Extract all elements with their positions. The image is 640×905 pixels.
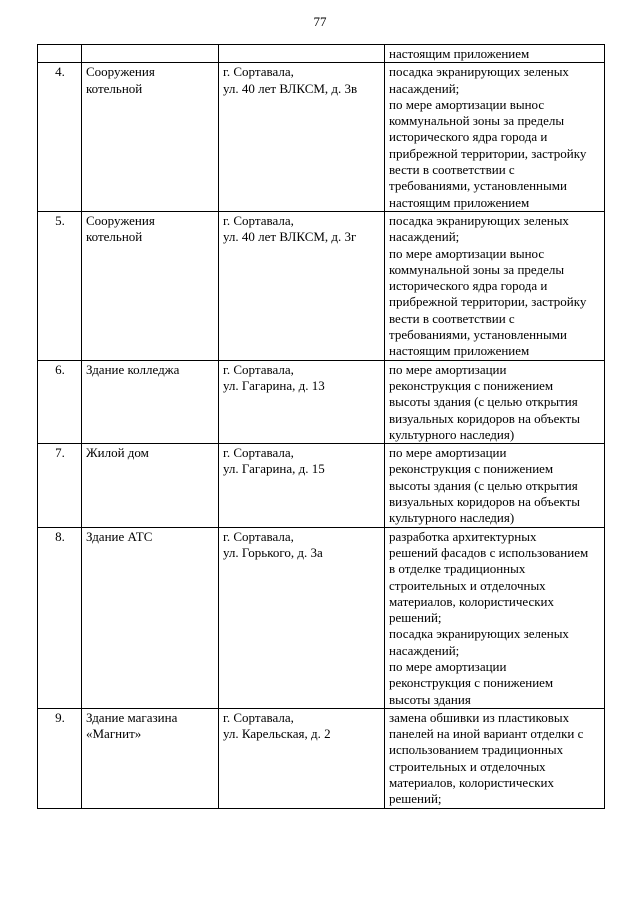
object-name: Здание колледжа — [82, 360, 219, 443]
object-address: г. Сортавала, ул. 40 лет ВЛКСМ, д. 3г — [219, 211, 385, 360]
table-row — [38, 211, 605, 360]
object-name: Здание АТС — [82, 527, 219, 708]
table-row — [38, 527, 605, 708]
row-number: 4. — [38, 63, 82, 212]
object-address: г. Сортавала, ул. 40 лет ВЛКСМ, д. 3в — [219, 63, 385, 212]
objects-table — [37, 44, 605, 809]
table-row — [38, 360, 605, 443]
object-action: по мере амортизации реконструкция с понижением высоты здания (с целью открытия визуальных коридоров на объекты культурного наследия) — [385, 360, 605, 443]
row-number: 6. — [38, 360, 82, 443]
object-name: Жилой дом — [82, 444, 219, 527]
table-row — [38, 444, 605, 527]
object-action: по мере амортизации реконструкция с понижением высоты здания (с целью открытия визуальных коридоров на объекты культурного наследия) — [385, 444, 605, 527]
object-name: Сооружения котельной — [82, 211, 219, 360]
object-action: настоящим приложением — [385, 45, 605, 63]
object-address: г. Сортавала, ул. Горького, д. 3а — [219, 527, 385, 708]
object-name: Здание магазина «Магнит» — [82, 708, 219, 808]
object-address — [219, 45, 385, 63]
object-action: посадка экранирующих зеленых насаждений; по мере амортизации вынос коммунальной зоны за пределы исторического ядра города и прибрежной территории, застройку вести в соответствии с требованиями, установленными настоящим приложением — [385, 211, 605, 360]
row-number: 5. — [38, 211, 82, 360]
object-name: Сооружения котельной — [82, 63, 219, 212]
table-row — [38, 45, 605, 63]
page-number: 77 — [313, 14, 327, 29]
object-address: г. Сортавала, ул. Гагарина, д. 13 — [219, 360, 385, 443]
row-number — [38, 45, 82, 63]
object-address: г. Сортавала, ул. Гагарина, д. 15 — [219, 444, 385, 527]
table-row — [38, 708, 605, 808]
object-action: замена обшивки из пластиковых панелей на иной вариант отделки с использованием традиционных строительных и отделочных материалов, колористических решений; — [385, 708, 605, 808]
object-name — [82, 45, 219, 63]
object-action: посадка экранирующих зеленых насаждений; по мере амортизации вынос коммунальной зоны за пределы исторического ядра города и прибрежной территории, застройку вести в соответствии с требованиями, установленными настоящим приложением — [385, 63, 605, 212]
object-address: г. Сортавала, ул. Карельская, д. 2 — [219, 708, 385, 808]
row-number: 7. — [38, 444, 82, 527]
object-action: разработка архитектурных решений фасадов с использованием в отделке традиционных строительных и отделочных материалов, колористических решений; посадка экранирующих зеленых насаждений; по мере амортизации реконструкция с понижением высоты здания — [385, 527, 605, 708]
row-number: 8. — [38, 527, 82, 708]
row-number: 9. — [38, 708, 82, 808]
table-row — [38, 63, 605, 212]
